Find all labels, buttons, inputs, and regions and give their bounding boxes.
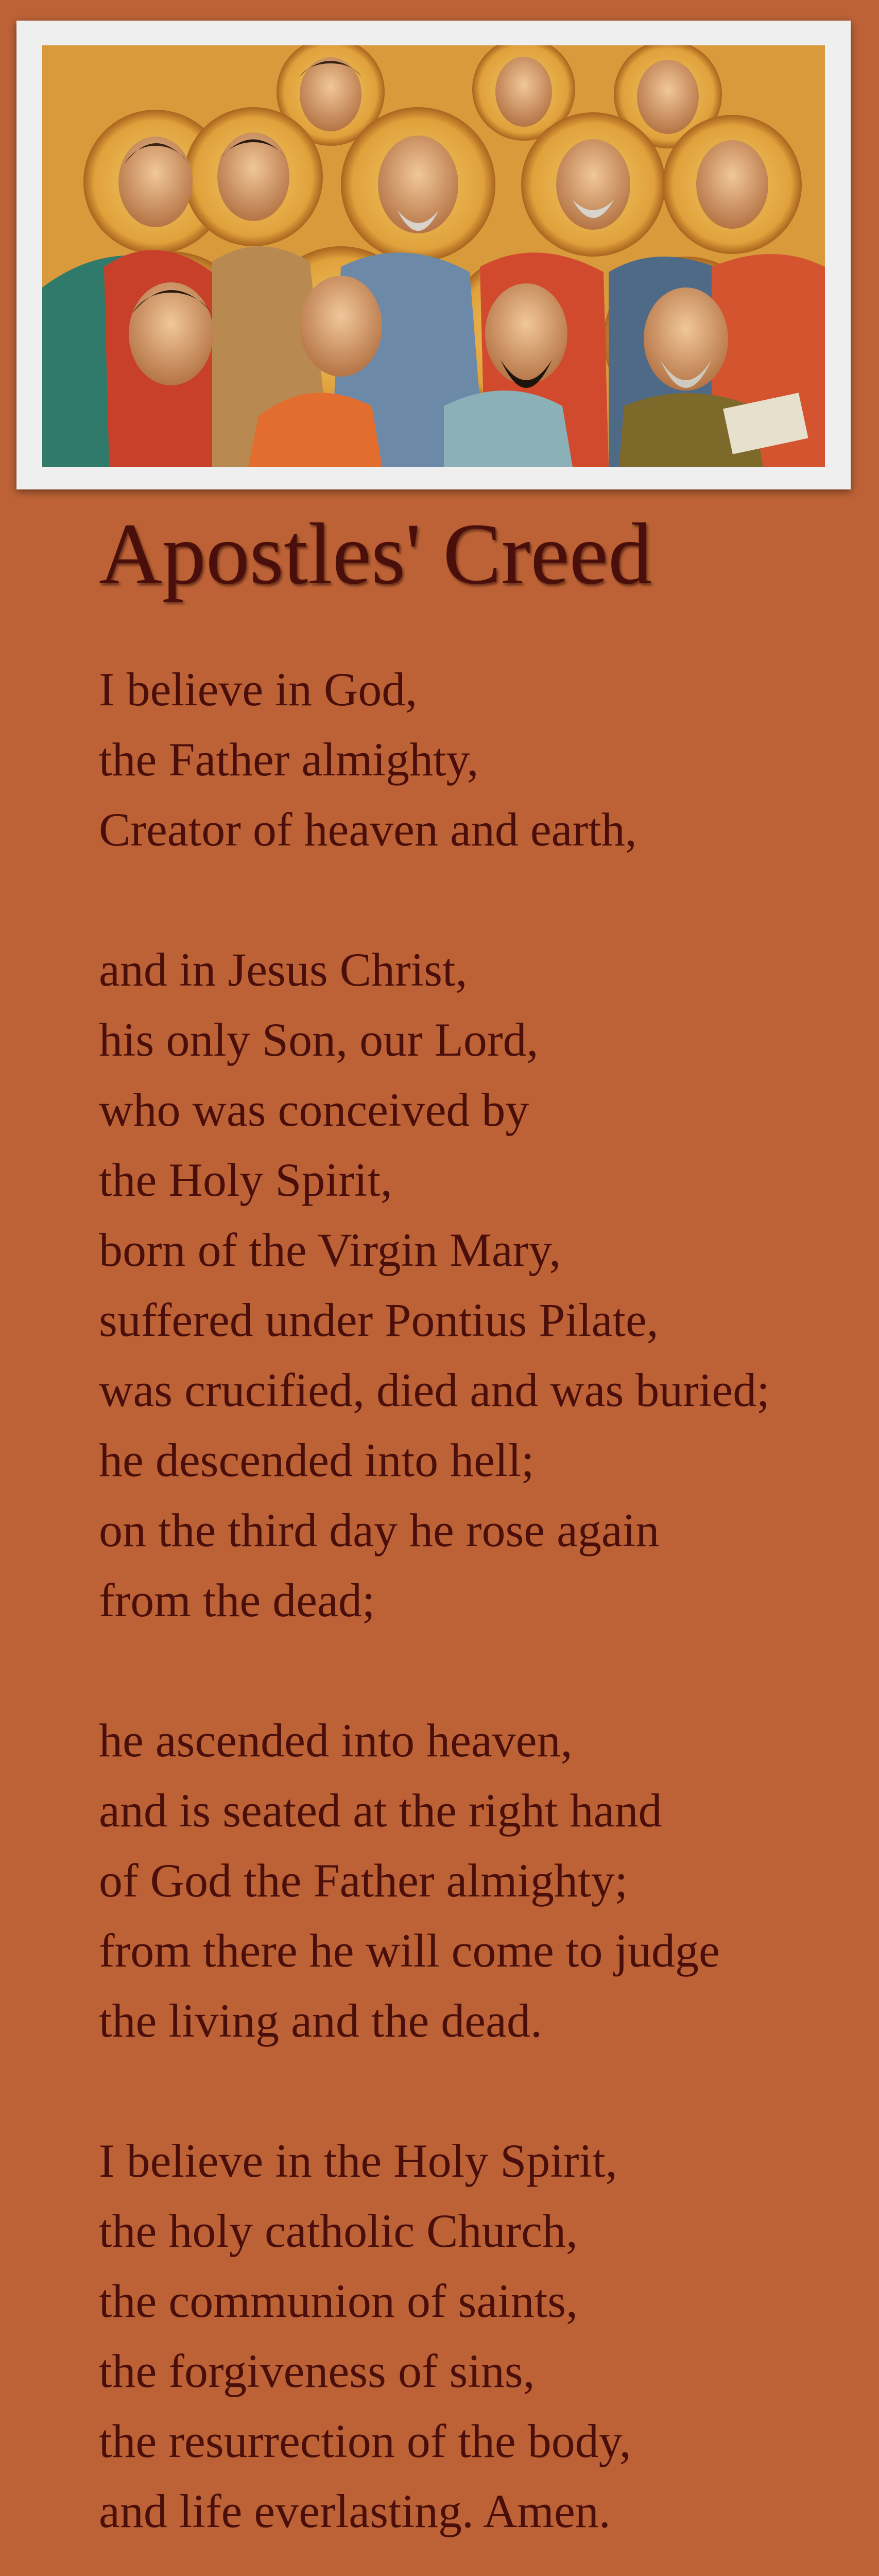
creed-line: and is seated at the right hand xyxy=(99,1784,662,1837)
creed-line: was crucified, died and was buried; xyxy=(99,1364,770,1416)
creed-line: he descended into hell; xyxy=(99,1434,535,1486)
creed-line: and life everlasting. Amen. xyxy=(99,2485,611,2537)
page-title: Apostles' Creed xyxy=(99,505,652,602)
creed-line: Creator of heaven and earth, xyxy=(99,803,637,856)
image-frame xyxy=(16,21,851,489)
creed-line: the holy catholic Church, xyxy=(99,2205,578,2257)
creed-line: I believe in God, xyxy=(99,663,418,716)
creed-line: suffered under Pontius Pilate, xyxy=(99,1294,659,1346)
creed-line: the Holy Spirit, xyxy=(99,1154,392,1206)
apostles-icon-illustration xyxy=(42,45,825,467)
stanza-1 xyxy=(99,654,861,865)
creed-line: from the dead; xyxy=(99,1574,375,1626)
creed-text xyxy=(99,654,861,2576)
creed-line: the forgiveness of sins, xyxy=(99,2345,535,2397)
creed-line: on the third day he rose again xyxy=(99,1504,660,1556)
stanza-4 xyxy=(99,2126,861,2546)
creed-line: the Father almighty, xyxy=(99,733,479,786)
creed-line: the communion of saints, xyxy=(99,2275,578,2327)
stanza-3 xyxy=(99,1705,861,2056)
creed-line: he ascended into heaven, xyxy=(99,1714,573,1767)
creed-line: the living and the dead. xyxy=(99,1994,542,2047)
creed-line: who was conceived by xyxy=(99,1083,529,1136)
creed-line: I believe in the Holy Spirit, xyxy=(99,2134,617,2187)
creed-line: from there he will come to judge xyxy=(99,1924,720,1977)
creed-line: of God the Father almighty; xyxy=(99,1854,628,1907)
creed-line: the resurrection of the body, xyxy=(99,2415,631,2467)
stanza-2 xyxy=(99,935,861,1635)
creed-line: his only Son, our Lord, xyxy=(99,1013,539,1066)
creed-line: and in Jesus Christ, xyxy=(99,943,468,996)
creed-line: born of the Virgin Mary, xyxy=(99,1224,561,1276)
apostles-icon-image xyxy=(42,45,825,467)
